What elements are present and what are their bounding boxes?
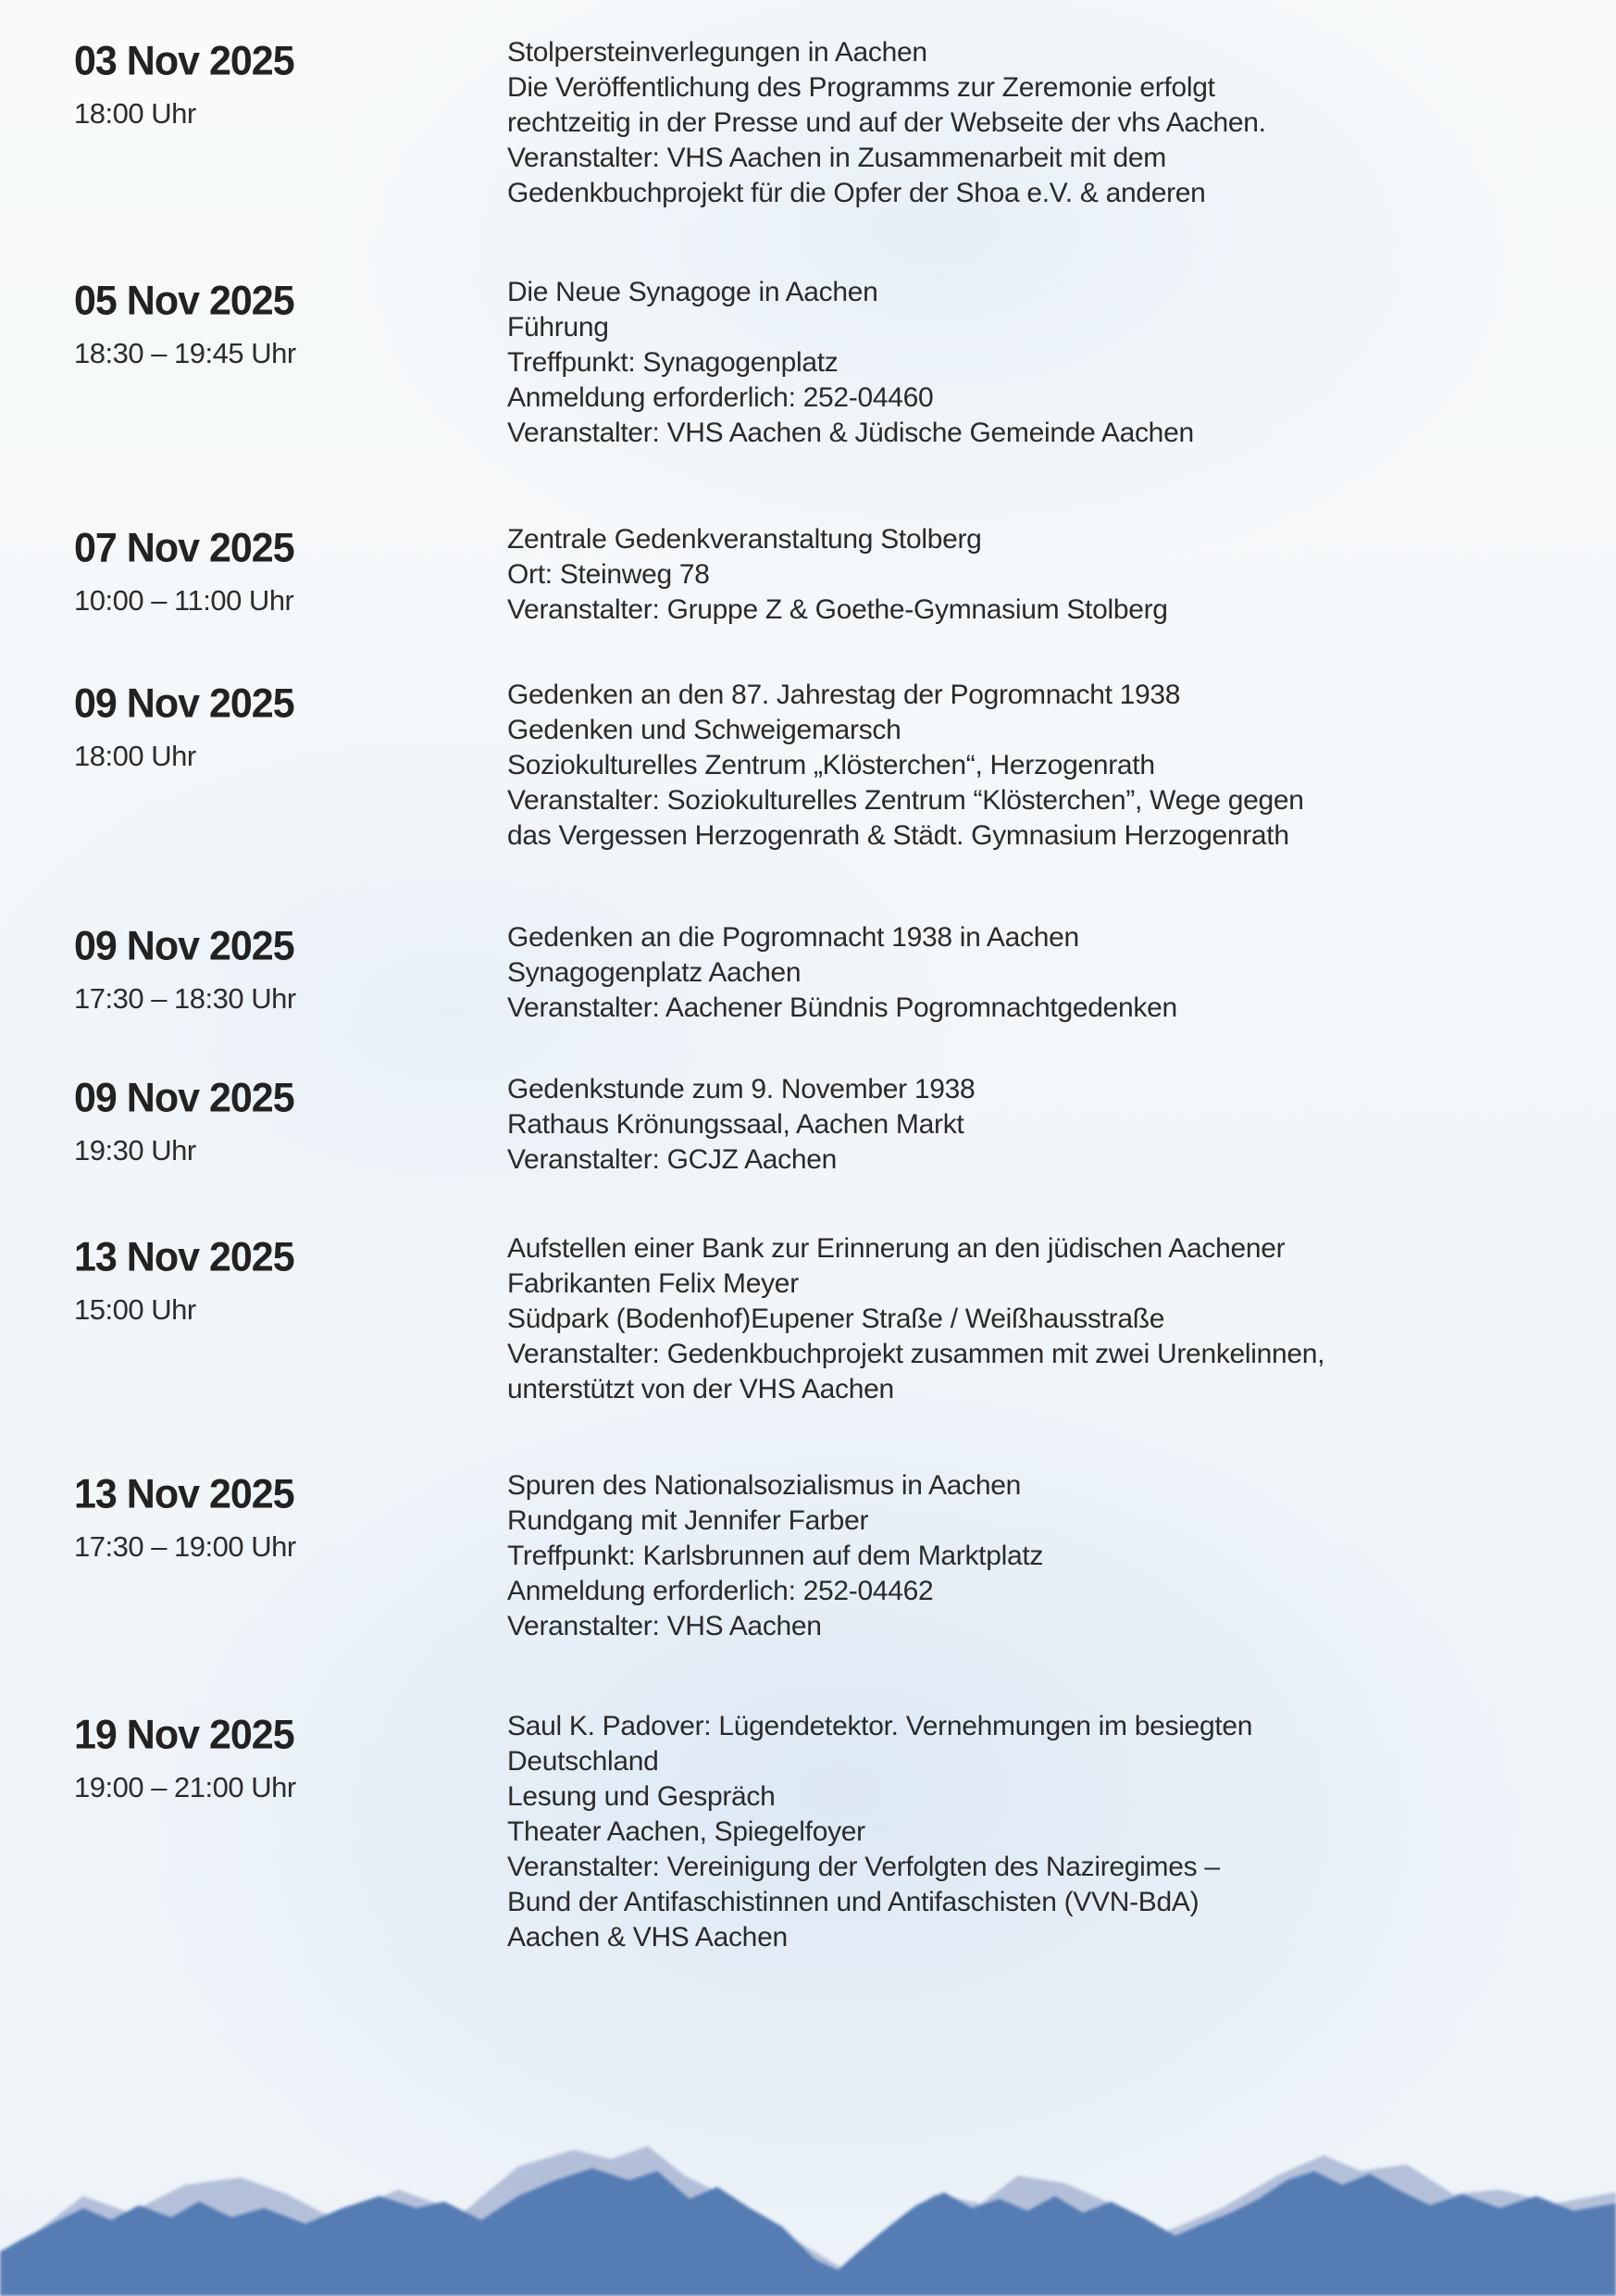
event-detail-line: rechtzeitig in der Presse und auf der Webseite der vhs Aachen. bbox=[507, 107, 1266, 138]
event-detail-line: Rundgang mit Jennifer Farber bbox=[507, 1505, 869, 1536]
event-date: 13 Nov 2025 bbox=[74, 1470, 294, 1517]
event-detail-line: Fabrikanten Felix Meyer bbox=[507, 1268, 799, 1299]
event-detail-line: Südpark (Bodenhof)Eupener Straße / Weißhausstraße bbox=[507, 1304, 1165, 1334]
event-detail-line: Aufstellen einer Bank zur Erinnerung an den jüdischen Aachener bbox=[507, 1233, 1286, 1264]
event-details bbox=[507, 1468, 1553, 1644]
event-detail-line: Gedenken an den 87. Jahrestag der Pogromnacht 1938 bbox=[507, 680, 1181, 710]
event-detail-line: Synagogenplatz Aachen bbox=[507, 957, 802, 988]
event-detail-line: Veranstalter: VHS Aachen bbox=[507, 1611, 822, 1641]
event-details bbox=[507, 920, 1553, 1026]
event-detail-line: Die Veröffentlichung des Programms zur Zeremonie erfolgt bbox=[507, 72, 1215, 103]
event-detail-line: Ort: Steinweg 78 bbox=[507, 559, 710, 590]
event-detail-line: Anmeldung erforderlich: 252-04460 bbox=[507, 382, 934, 413]
event-detail-line: Theater Aachen, Spiegelfoyer bbox=[507, 1816, 865, 1847]
event-detail-line: Deutschland bbox=[507, 1746, 659, 1777]
event-datetime bbox=[74, 277, 481, 369]
event-details bbox=[507, 1709, 1553, 1955]
event-time: 18:30 – 19:45 Uhr bbox=[74, 337, 296, 369]
event-date: 07 Nov 2025 bbox=[74, 524, 294, 571]
event-time: 15:00 Uhr bbox=[74, 1293, 196, 1326]
event-time: 17:30 – 19:00 Uhr bbox=[74, 1530, 296, 1563]
event-date: 09 Nov 2025 bbox=[74, 680, 294, 727]
event-detail-line: Treffpunkt: Synagogenplatz bbox=[507, 347, 839, 378]
event-detail-line: Veranstalter: Aachener Bündnis Pogromnachtgedenken bbox=[507, 992, 1177, 1023]
event-detail-line: Spuren des Nationalsozialismus in Aachen bbox=[507, 1470, 1021, 1501]
event-detail-line: Veranstalter: Gedenkbuchprojekt zusammen mit zwei Urenkelinnen, bbox=[507, 1339, 1325, 1369]
event-detail-line: Gedenkstunde zum 9. November 1938 bbox=[507, 1074, 976, 1104]
event-detail-line: Zentrale Gedenkveranstaltung Stolberg bbox=[507, 524, 982, 555]
event-date: 05 Nov 2025 bbox=[74, 277, 294, 324]
event-time: 18:00 Uhr bbox=[74, 740, 196, 772]
event-time: 10:00 – 11:00 Uhr bbox=[74, 584, 294, 617]
event-date: 09 Nov 2025 bbox=[74, 1074, 294, 1121]
event-detail-line: Aachen & VHS Aachen bbox=[507, 1922, 788, 1953]
event-details bbox=[507, 678, 1553, 854]
event-datetime bbox=[74, 1074, 481, 1167]
event-time: 18:00 Uhr bbox=[74, 97, 196, 130]
event-details bbox=[507, 35, 1553, 211]
event-datetime bbox=[74, 1233, 481, 1326]
event-detail-line: Veranstalter: Soziokulturelles Zentrum “Klösterchen”, Wege gegen bbox=[507, 785, 1304, 816]
event-detail-line: Rathaus Krönungssaal, Aachen Markt bbox=[507, 1109, 964, 1140]
event-detail-line: Lesung und Gespräch bbox=[507, 1781, 776, 1812]
event-time: 19:30 Uhr bbox=[74, 1134, 196, 1167]
event-time: 19:00 – 21:00 Uhr bbox=[74, 1771, 296, 1803]
event-detail-line: Gedenkbuchprojekt für die Opfer der Shoa e.V. & anderen bbox=[507, 178, 1206, 208]
event-datetime bbox=[74, 1470, 481, 1563]
event-detail-line: Veranstalter: VHS Aachen in Zusammenarbeit mit dem bbox=[507, 143, 1167, 173]
event-date: 13 Nov 2025 bbox=[74, 1233, 294, 1280]
event-detail-line: Veranstalter: Vereinigung der Verfolgten des Naziregimes – bbox=[507, 1852, 1220, 1882]
event-details bbox=[507, 1231, 1553, 1407]
event-datetime bbox=[74, 922, 481, 1015]
event-details bbox=[507, 522, 1553, 628]
mountain-ridge-footer-illustration bbox=[0, 2139, 1616, 2296]
event-details bbox=[507, 1072, 1553, 1178]
event-detail-line: Anmeldung erforderlich: 252-04462 bbox=[507, 1576, 934, 1606]
event-detail-line: unterstützt von der VHS Aachen bbox=[507, 1374, 894, 1404]
event-detail-line: Stolpersteinverlegungen in Aachen bbox=[507, 37, 927, 68]
event-detail-line: das Vergessen Herzogenrath & Städt. Gymnasium Herzogenrath bbox=[507, 820, 1289, 851]
event-detail-line: Treffpunkt: Karlsbrunnen auf dem Marktplatz bbox=[507, 1541, 1044, 1571]
event-detail-line: Bund der Antifaschistinnen und Antifaschisten (VVN-BdA) bbox=[507, 1887, 1200, 1917]
event-detail-line: Gedenken an die Pogromnacht 1938 in Aachen bbox=[507, 922, 1079, 953]
event-datetime bbox=[74, 1711, 481, 1803]
event-detail-line: Gedenken und Schweigemarsch bbox=[507, 715, 901, 745]
event-detail-line: Veranstalter: GCJZ Aachen bbox=[507, 1144, 838, 1175]
event-datetime bbox=[74, 524, 481, 617]
event-detail-line: Führung bbox=[507, 312, 609, 343]
event-datetime bbox=[74, 37, 481, 130]
event-detail-line: Saul K. Padover: Lügendetektor. Vernehmungen im besiegten bbox=[507, 1711, 1253, 1741]
event-date: 03 Nov 2025 bbox=[74, 37, 294, 84]
event-datetime bbox=[74, 680, 481, 772]
event-date: 19 Nov 2025 bbox=[74, 1711, 294, 1758]
event-time: 17:30 – 18:30 Uhr bbox=[74, 982, 296, 1015]
event-detail-line: Veranstalter: Gruppe Z & Goethe-Gymnasium Stolberg bbox=[507, 594, 1168, 625]
event-detail-line: Soziokulturelles Zentrum „Klösterchen“, Herzogenrath bbox=[507, 750, 1155, 780]
event-details bbox=[507, 275, 1553, 451]
event-date: 09 Nov 2025 bbox=[74, 922, 294, 969]
event-detail-line: Die Neue Synagoge in Aachen bbox=[507, 277, 878, 307]
event-detail-line: Veranstalter: VHS Aachen & Jüdische Gemeinde Aachen bbox=[507, 418, 1194, 448]
